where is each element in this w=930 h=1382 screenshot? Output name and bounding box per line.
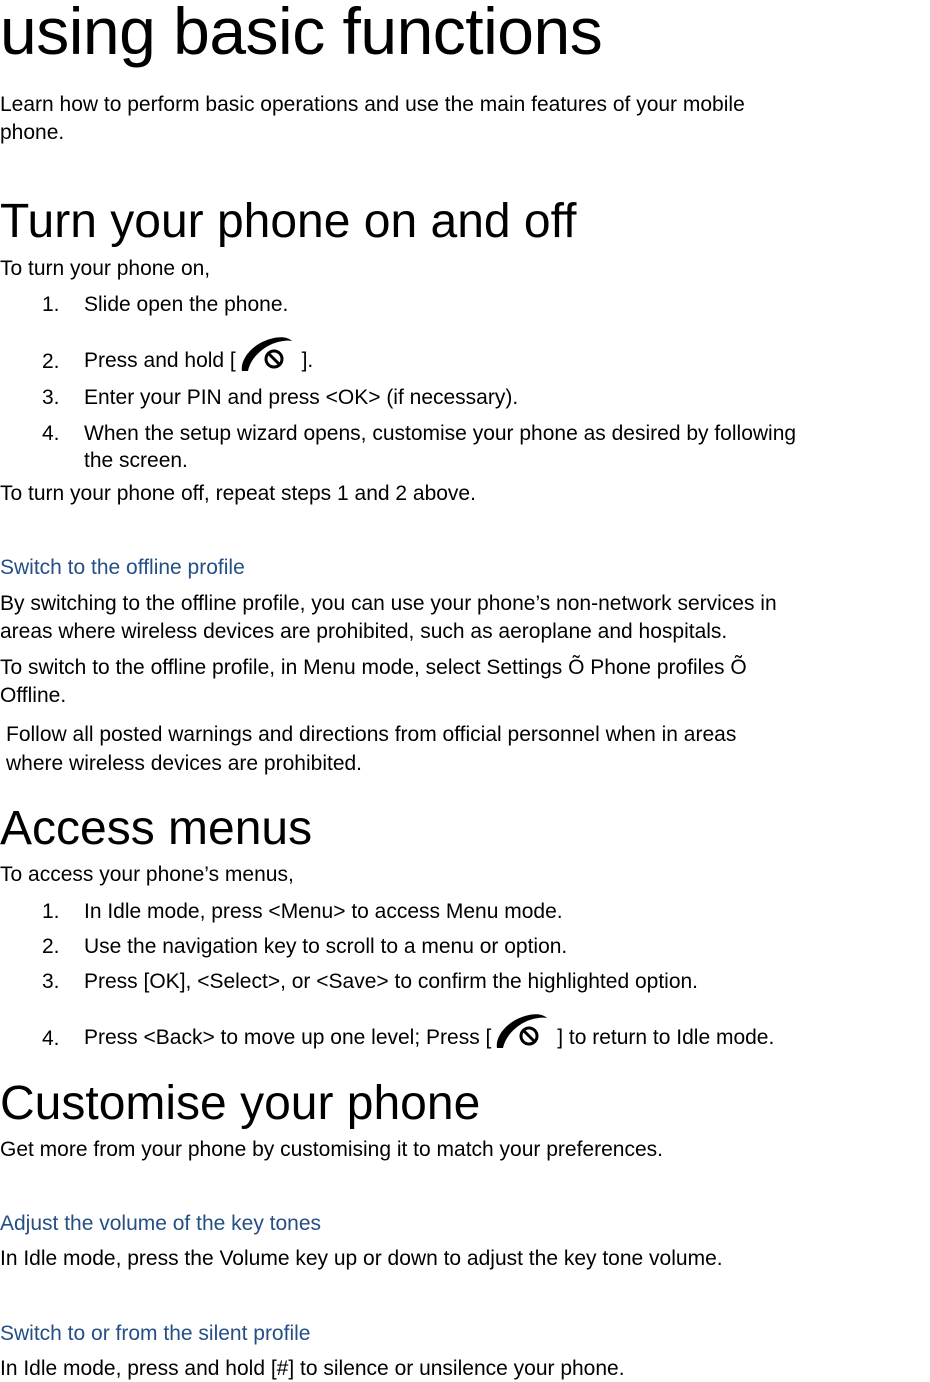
heading-silent: Switch to or from the silent profile (0, 1322, 311, 1345)
intro-line-2: phone. (0, 121, 65, 144)
heading-offline: Switch to the offline profile (0, 556, 245, 579)
customise-lead: Get more from your phone by customising it to match your preferences. (0, 1138, 663, 1161)
onoff-lead: To turn your phone on, (0, 257, 211, 280)
end-call-icon (236, 331, 296, 375)
heading-turn-on-off: Turn your phone on and off (0, 195, 577, 248)
heading-volume: Adjust the volume of the key tones (0, 1212, 322, 1235)
offline-p2-l2: Offline. (0, 684, 67, 707)
offline-p1-l2: areas where wireless devices are prohibited, such as aeroplane and hospitals. (0, 620, 728, 643)
heading-access-menus: Access menus (0, 802, 313, 855)
offline-p1-l1: By switching to the offline profile, you can use your phone’s non-network services in (0, 592, 777, 615)
page-title: using basic functions (0, 0, 603, 68)
intro-line-1: Learn how to perform basic operations and use the main features of your mobile (0, 93, 745, 116)
end-call-icon (491, 1008, 551, 1052)
menus-lead: To access your phone’s menus, (0, 863, 294, 886)
onoff-off: To turn your phone off, repeat steps 1 and 2 above. (0, 482, 476, 505)
offline-p2-l1: To switch to the offline profile, in Menu mode, select Settings Õ Phone profiles Õ (0, 656, 747, 679)
warning-l1: Follow all posted warnings and directions from official personnel when in areas (6, 723, 737, 746)
warning-l2: where wireless devices are prohibited. (6, 752, 363, 775)
volume-text: In Idle mode, press the Volume key up or down to adjust the key tone volume. (0, 1247, 723, 1270)
silent-text: In Idle mode, press and hold [#] to silence or unsilence your phone. (0, 1357, 625, 1380)
heading-customise: Customise your phone (0, 1077, 481, 1130)
